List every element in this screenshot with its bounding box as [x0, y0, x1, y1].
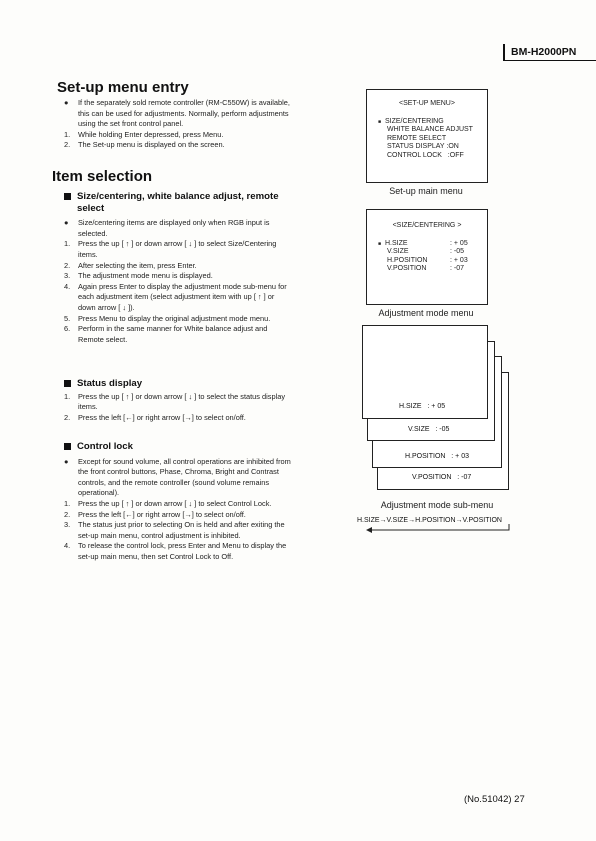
step-item: 1. Press the up [ ↑ ] or down arrow [ ↓ ] to select Size/Centering items. [64, 239, 277, 259]
square-bullet-icon [64, 443, 71, 450]
step-item: 5. Press Menu to display the original adjustment mode menu. [64, 313, 271, 323]
step-item: 4. Again press Enter to display the adjustment mode sub-menu for each adjustment item (select adjustment item with up [ ↑ ] or down arrow [ ↓ ]). [64, 281, 287, 312]
adjustment-sequence: H.SIZE→V.SIZE→H.POSITION→V.POSITION [357, 517, 527, 533]
model-number: BM-H2000PN [503, 44, 596, 61]
section-heading: Size/centering, white balance adjust, remote select [64, 191, 292, 214]
step-item: 6. Perform in the same manner for White balance adjust and Remote select. [64, 324, 268, 344]
return-arrow-icon [357, 524, 513, 533]
adjustment-menu-screen [366, 209, 488, 305]
step-item: 2. Press the left [←] or right arrow [→] to select on/off. [64, 412, 246, 422]
bullet-item: ● Except for sound volume, all control operations are inhibited from the front control buttons, Phase, Chroma, Bright and Contrast controls, and the remote controller (sound volume remains operational). [64, 456, 291, 498]
section-status-display [64, 378, 292, 423]
menu-item: H.POSITION : + 03 [387, 256, 468, 264]
screen-title: <SIZE/CENTERING > [392, 222, 462, 229]
section-heading: Control lock [64, 441, 292, 453]
selector-icon: ■ [378, 240, 382, 247]
sub-menu-layer-3: H.POSITION : + 03 [372, 356, 502, 468]
bullet-icon: ● [64, 98, 69, 107]
step-item: 2. Press the left [←] or right arrow [→] to select on/off. [64, 509, 246, 519]
section-size-centering [64, 191, 292, 345]
item-selection-heading: Item selection [52, 168, 153, 185]
step-item: 1. Press the up [ ↑ ] or down arrow [ ↓ ] to select the status display items. [64, 391, 286, 412]
sub-menu-layer-4: V.POSITION : -07 [377, 372, 509, 490]
step-item: 1. Press the up [ ↑ ] or down arrow [ ↓ ] to select Control Lock. [64, 498, 272, 508]
step-item: 3. The status just prior to selecting On is held and after exiting the set-up main menu, control adjustment is inhibited. [64, 520, 285, 540]
bullet-icon: ● [64, 456, 69, 466]
square-bullet-icon [64, 193, 71, 200]
selector-icon: ■ [378, 118, 382, 125]
caption: Set-up main menu [389, 186, 463, 196]
bullet-item: ● If the separately sold remote controller (RM-C550W) is available, this can be used for adjustments. Normally, perform adjustments using the set front control panel. [64, 98, 290, 129]
sub-menu-layer-1: H.SIZE : + 05 [362, 325, 488, 419]
square-bullet-icon [64, 380, 71, 387]
setup-menu-text [64, 98, 302, 151]
step-item: 2. After selecting the item, press Enter. [64, 260, 197, 270]
sub-menu-layer-2: V.SIZE : -05 [367, 341, 495, 441]
setup-menu-heading: Set-up menu entry [57, 79, 189, 96]
screen-title: <SET-UP MENU> [399, 100, 455, 107]
step-item: 4. To release the control lock, press Enter and Menu to display the set-up main menu, then set Control Lock to Off. [64, 541, 287, 561]
menu-item: ■ SIZE/CENTERING [378, 117, 444, 125]
menu-item: REMOTE SELECT [387, 134, 447, 142]
menu-item: WHITE BALANCE ADJUST [387, 126, 473, 134]
bullet-item: ● Size/centering items are displayed only when RGB input is selected. [64, 218, 270, 238]
menu-item: V.POSITION : -07 [387, 265, 465, 273]
setup-main-menu-screen [366, 89, 488, 183]
caption: Adjustment mode menu [378, 308, 474, 318]
step-item: 2. The Set-up menu is displayed on the screen. [64, 140, 225, 150]
menu-item: ■ H.SIZE : + 05 [378, 239, 468, 247]
step-item: 1. While holding Enter depressed, press Menu. [64, 129, 224, 139]
page-number: (No.51042) 27 [464, 794, 525, 805]
caption: Adjustment mode sub-menu [380, 500, 494, 510]
section-heading: Status display [64, 378, 292, 390]
menu-item: CONTROL LOCK :OFF [387, 151, 464, 159]
section-control-lock [64, 441, 292, 563]
bullet-icon: ● [64, 218, 69, 228]
menu-item: V.SIZE : -05 [387, 248, 465, 256]
step-item: 3. The adjustment mode menu is displayed. [64, 271, 213, 281]
menu-item: STATUS DISPLAY :ON [387, 143, 459, 151]
